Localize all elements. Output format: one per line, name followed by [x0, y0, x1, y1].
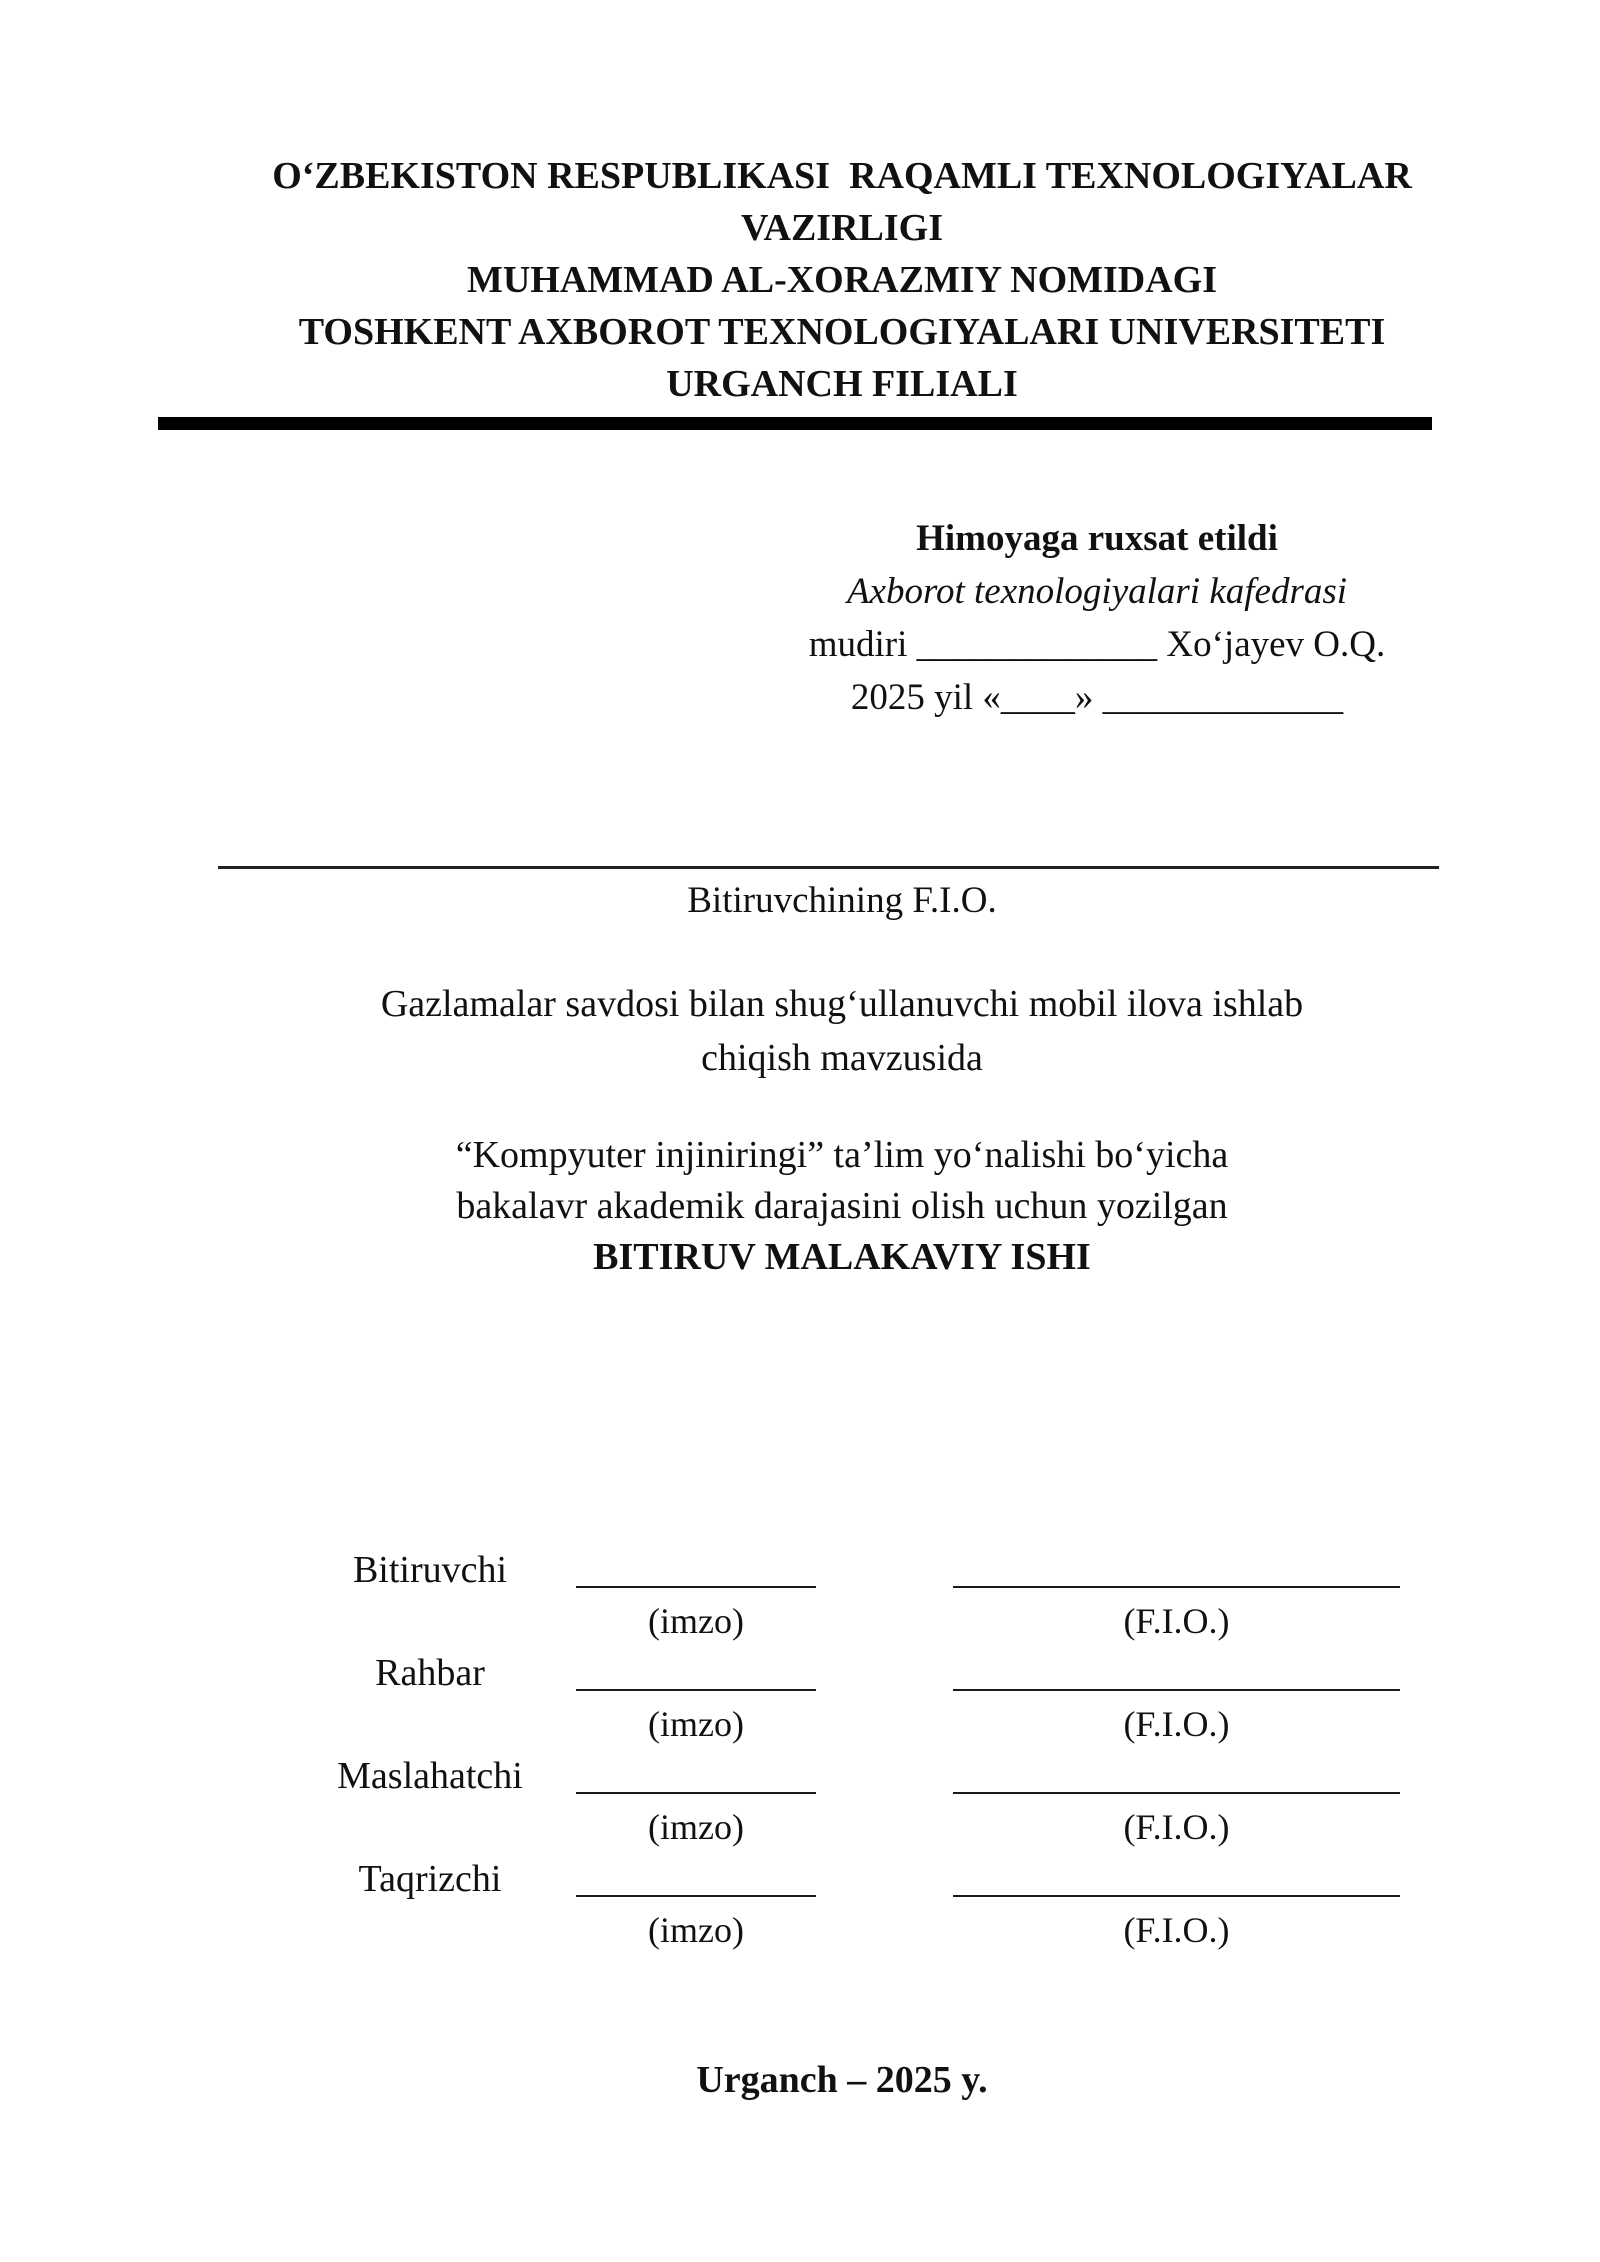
- header-line-branch: URGANCH FILIALI: [666, 363, 1018, 405]
- fio-signature-line: [953, 1586, 1400, 1588]
- imzo-signature-line: [576, 1586, 816, 1588]
- imzo-caption: (imzo): [648, 1910, 744, 1950]
- signature-role-label: Maslahatchi: [337, 1755, 523, 1797]
- imzo-signature-line: [576, 1792, 816, 1794]
- approval-head-signature-line: mudiri _____________ Xo‘jayev O.Q.: [808, 624, 1386, 665]
- signature-row-taqrizchi: [222, 1857, 1462, 1957]
- fio-caption: (F.I.O.): [1123, 1807, 1230, 1847]
- imzo-signature-line: [576, 1689, 816, 1691]
- graduate-name-rule: [218, 866, 1439, 869]
- header-line-ministry-1: O‘ZBEKISTON RESPUBLIKASI RAQAMLI TEXNOLOGIYALAR: [272, 155, 1412, 197]
- fio-caption: (F.I.O.): [1123, 1704, 1230, 1744]
- signature-row-maslahatchi: [222, 1754, 1462, 1854]
- graduate-fio-caption: Bitiruvchining F.I.O.: [687, 880, 997, 921]
- topic-line-2: chiqish mavzusida: [701, 1037, 983, 1079]
- fio-signature-line: [953, 1689, 1400, 1691]
- degree-line-2: bakalavr akademik darajasini olish uchun yozilgan: [456, 1185, 1228, 1227]
- topic-line-1: Gazlamalar savdosi bilan shug‘ullanuvchi mobil ilova ishlab: [380, 983, 1304, 1025]
- city-year-footer: Urganch – 2025 y.: [696, 2059, 988, 2101]
- header-line-university: TOSHKENT AXBOROT TEXNOLOGIYALARI UNIVERSITETI: [298, 311, 1386, 353]
- fio-signature-line: [953, 1792, 1400, 1794]
- approval-block: [752, 512, 1442, 724]
- header-line-namesake: MUHAMMAD AL-XORAZMIY NOMIDAGI: [466, 259, 1218, 301]
- degree-statement: [222, 1130, 1462, 1283]
- approval-date-line: 2025 yil «____» _____________: [850, 677, 1344, 718]
- work-title: BITIRUV MALAKAVIY ISHI: [593, 1236, 1091, 1278]
- signature-row-bitiruvchi: [222, 1548, 1462, 1648]
- header-line-ministry-2: VAZIRLIGI: [740, 207, 944, 249]
- university-header: [222, 150, 1462, 410]
- signature-role-label: Rahbar: [375, 1652, 485, 1694]
- degree-line-1: “Kompyuter injiniringi” ta’lim yo‘nalishi bo‘yicha: [455, 1134, 1229, 1176]
- fio-signature-line: [953, 1895, 1400, 1897]
- imzo-caption: (imzo): [648, 1601, 744, 1641]
- approval-permission-text: Himoyaga ruxsat etildi: [916, 518, 1278, 559]
- signature-role-label: Taqrizchi: [358, 1858, 502, 1900]
- fio-caption: (F.I.O.): [1123, 1910, 1230, 1950]
- imzo-caption: (imzo): [648, 1807, 744, 1847]
- fio-caption: (F.I.O.): [1123, 1601, 1230, 1641]
- header-divider-bar: [158, 417, 1432, 430]
- signature-role-label: Bitiruvchi: [352, 1549, 508, 1591]
- thesis-topic: [222, 977, 1462, 1085]
- imzo-caption: (imzo): [648, 1704, 744, 1744]
- signature-row-rahbar: [222, 1651, 1462, 1751]
- approval-department-text: Axborot texnologiyalari kafedrasi: [846, 571, 1348, 612]
- imzo-signature-line: [576, 1895, 816, 1897]
